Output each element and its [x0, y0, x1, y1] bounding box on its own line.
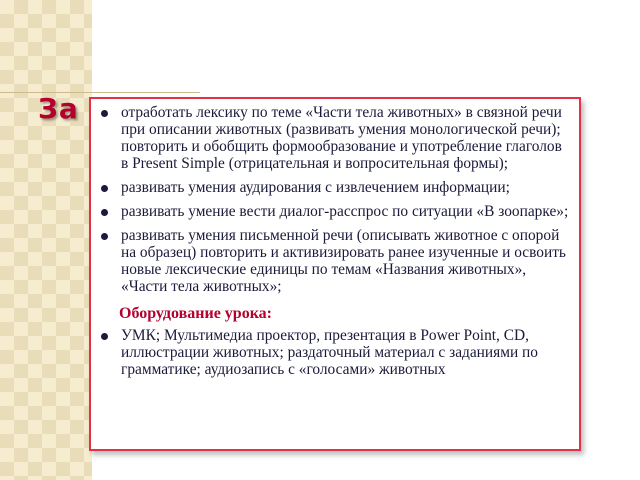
bullet-icon: [101, 209, 108, 216]
bullet-icon: [101, 185, 108, 192]
decorative-pattern-band: [0, 0, 92, 480]
equipment-text: УМК; Мультимедиа проектор, презентация в Power Point, CD, иллюстрации животных; раздаточный материал с заданиями по грамматике; аудиозапись с «голосами» животных: [121, 327, 538, 378]
goals-list: [99, 104, 569, 295]
goal-text: развивать умения письменной речи (описывать животное с опорой на образец) повторить и активизировать ранее изученные и освоить новые лексические единицы по темам «Названия животных», «Части тела животных»;: [121, 227, 566, 295]
equipment-heading: Оборудование урока:: [119, 305, 272, 322]
list-item: [99, 179, 569, 196]
list-item: [99, 227, 569, 295]
equipment-item: [99, 327, 569, 378]
goal-text: развивать умения аудирования с извлечением информации;: [121, 179, 510, 196]
bullet-icon: [101, 110, 108, 117]
content-box: [89, 97, 581, 451]
decorative-line: [0, 92, 200, 93]
list-item: [99, 203, 569, 220]
bullet-icon: [101, 333, 108, 340]
goal-text: развивать умение вести диалог-расспрос по ситуации «В зоопарке»;: [121, 203, 569, 220]
goal-text: отработать лексику по теме «Части тела животных» в связной речи при описании животных (развивать умения монологической речи); повторить и обобщить формообразование и употребление глаголов в Present Simple (отрицательная и вопросительная формы);: [121, 104, 562, 172]
list-item: [99, 104, 569, 172]
bullet-icon: [101, 233, 108, 240]
slide-title: За: [38, 92, 79, 125]
